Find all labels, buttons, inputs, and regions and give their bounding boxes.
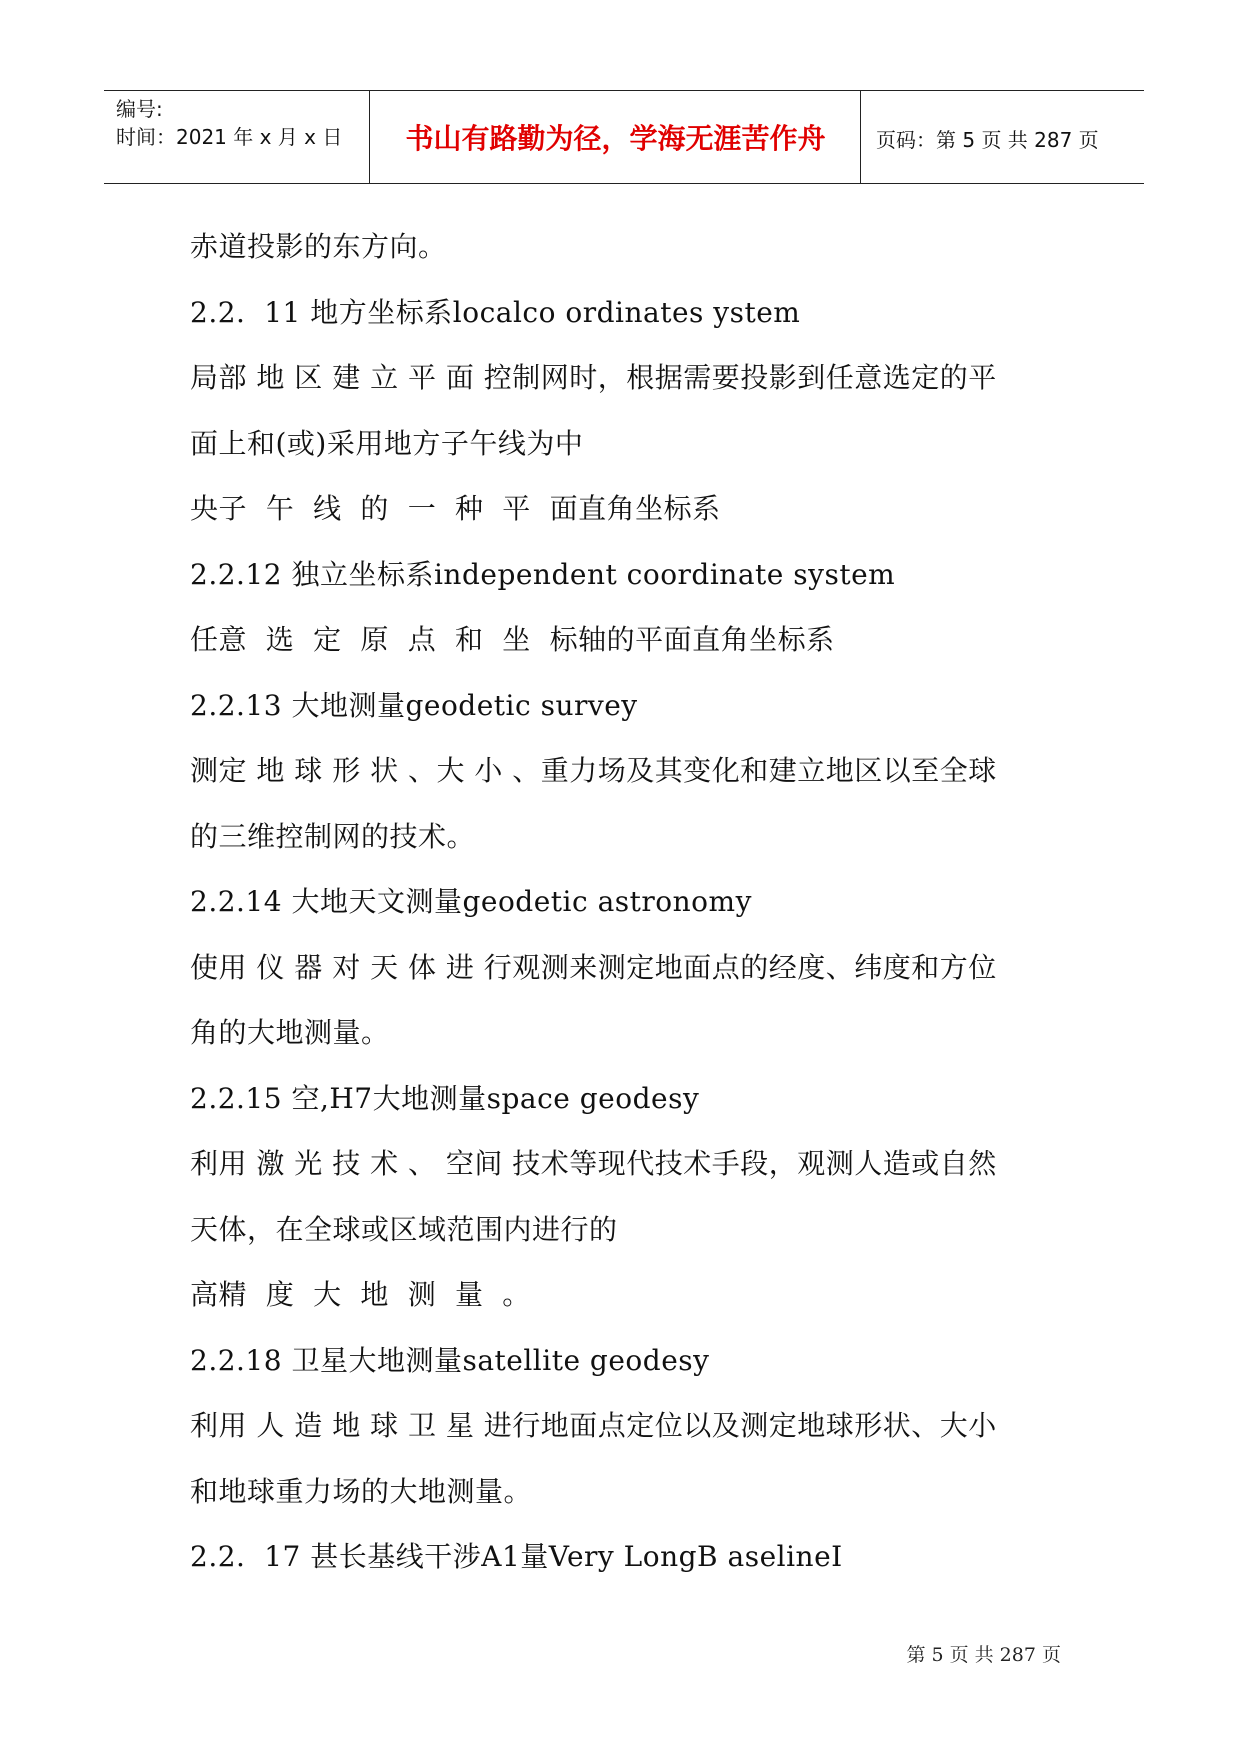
text-line: 利用 人 造 地 球 卫 星 进行地面点定位以及测定地球形状、大小 bbox=[190, 1409, 997, 1442]
text-line: 任意 选 定 原 点 和 坐 标轴的平面直角坐标系 bbox=[190, 623, 835, 656]
text-line: 角的大地测量。 bbox=[190, 1016, 390, 1049]
text-line: 和地球重力场的大地测量。 bbox=[190, 1474, 533, 1508]
text-line: 面上和(或)采用地方子午线为中 bbox=[190, 426, 584, 460]
text-line: 央子 午 线 的 一 种 平 面直角坐标系 bbox=[190, 492, 721, 525]
document-body bbox=[190, 214, 1070, 1590]
text-line: 局部 地 区 建 立 平 面 控制网时，根据需要投影到任意选定的平 bbox=[190, 361, 997, 394]
text-line: 2.2. 17 甚长基线干涉A1量Very LongB aselineI bbox=[190, 1540, 843, 1573]
text-line: 2.2.14 大地天文测量geodetic astronomy bbox=[190, 885, 752, 918]
page-footer: 第 5 页 共 287 页 bbox=[906, 1644, 1061, 1666]
text-line: 天体，在全球或区域范围内进行的 bbox=[190, 1212, 618, 1246]
header-time-label: 时间：2021 年 x 月 x 日 bbox=[116, 125, 343, 149]
text-line: 高精 度 大 地 测 量 。 bbox=[190, 1278, 531, 1311]
text-line: 2.2.18 卫星大地测量satellite geodesy bbox=[190, 1343, 710, 1377]
text-line: 的三维控制网的技术。 bbox=[190, 819, 476, 853]
text-line: 2.2.12 独立坐标系independent coordinate system bbox=[190, 557, 896, 591]
page-header bbox=[104, 90, 1144, 184]
header-number-label: 编号: bbox=[116, 97, 163, 121]
text-line: 2.2.15 空,H7大地测量space geodesy bbox=[190, 1081, 700, 1115]
text-line: 2.2. 11 地方坐标系localco ordinates ystem bbox=[190, 295, 801, 329]
header-page-label: 页码：第 5 页 共 287 页 bbox=[876, 128, 1099, 152]
text-line: 使用 仪 器 对 天 体 进 行观测来测定地面点的经度、纬度和方位 bbox=[190, 950, 997, 984]
header-meta bbox=[116, 95, 342, 151]
text-line: 2.2.13 大地测量geodetic survey bbox=[190, 688, 638, 722]
text-line: 利用 激 光 技 术 、 空间 技术等现代技术手段，观测人造或自然 bbox=[190, 1147, 997, 1180]
text-line: 赤道投影的东方向。 bbox=[190, 230, 447, 263]
text-line: 测定 地 球 形 状 、大 小 、重力场及其变化和建立地区以至全球 bbox=[190, 754, 997, 787]
header-divider bbox=[369, 91, 370, 183]
header-motto: 书山有路勤为径，学海无涯苦作舟 bbox=[405, 122, 826, 155]
header-divider bbox=[860, 91, 861, 183]
